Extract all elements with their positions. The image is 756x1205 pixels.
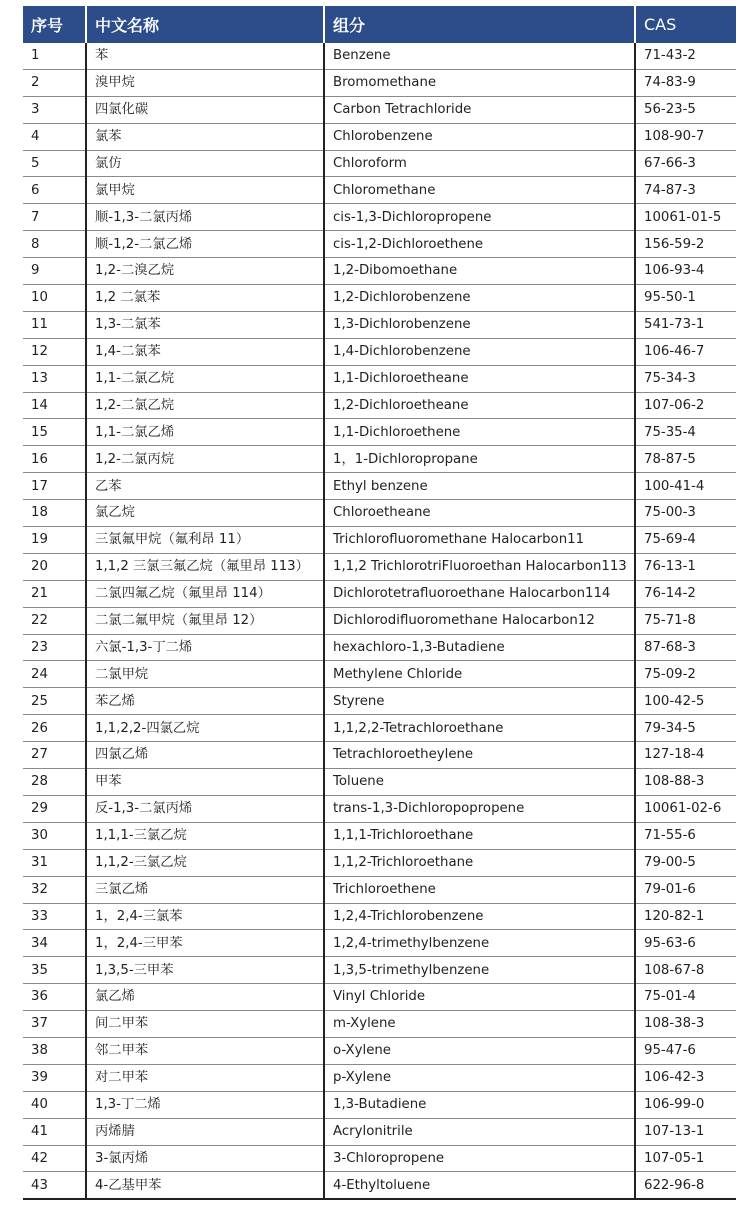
header-chinese-name: 中文名称: [86, 6, 324, 43]
table-row: [23, 984, 736, 1011]
cell-index: 28: [23, 769, 86, 796]
table-row: [23, 1145, 736, 1172]
cell-chinese-name: 1,1,1-三氯乙烷: [86, 822, 324, 849]
cell-index: 24: [23, 661, 86, 688]
cell-component: 1,1,2,2-Tetrachloroethane: [324, 715, 635, 742]
table-row: [23, 473, 736, 500]
cell-chinese-name: 氯仿: [86, 150, 324, 177]
table-row: [23, 123, 736, 150]
cell-chinese-name: 二氯甲烷: [86, 661, 324, 688]
cell-cas: 75-09-2: [635, 661, 736, 688]
cell-component: 1,2-Dichloroetheane: [324, 392, 635, 419]
cell-index: 4: [23, 123, 86, 150]
cell-chinese-name: 三氯乙烯: [86, 876, 324, 903]
cell-component: o-Xylene: [324, 1037, 635, 1064]
cell-cas: 100-42-5: [635, 688, 736, 715]
cell-chinese-name: 甲苯: [86, 769, 324, 796]
table-row: [23, 527, 736, 554]
cell-component: trans-1,3-Dichloropopropene: [324, 795, 635, 822]
table-row: [23, 1118, 736, 1145]
cell-index: 32: [23, 876, 86, 903]
cell-component: 1，1-Dichloropropane: [324, 446, 635, 473]
cell-chinese-name: 4-乙基甲苯: [86, 1172, 324, 1199]
cell-component: Chloroetheane: [324, 500, 635, 527]
cell-chinese-name: 顺-1,2-二氯乙烯: [86, 231, 324, 258]
cell-component: Carbon Tetrachloride: [324, 96, 635, 123]
cell-chinese-name: 1，2,4-三甲苯: [86, 930, 324, 957]
cell-index: 13: [23, 365, 86, 392]
cell-chinese-name: 邻二甲苯: [86, 1037, 324, 1064]
table-row: [23, 795, 736, 822]
cell-index: 31: [23, 849, 86, 876]
cell-index: 9: [23, 258, 86, 285]
cell-cas: 106-46-7: [635, 338, 736, 365]
cell-chinese-name: 1,3-丁二烯: [86, 1091, 324, 1118]
cell-chinese-name: 四氯化碳: [86, 96, 324, 123]
cell-component: 1,3-Butadiene: [324, 1091, 635, 1118]
cell-cas: 79-00-5: [635, 849, 736, 876]
cell-chinese-name: 1,2-二氯乙烷: [86, 392, 324, 419]
table-row: [23, 392, 736, 419]
cell-component: Chloromethane: [324, 177, 635, 204]
cell-chinese-name: 反-1,3-二氯丙烯: [86, 795, 324, 822]
cell-component: 3-Chloropropene: [324, 1145, 635, 1172]
cell-component: 1,1-Dichloroethene: [324, 419, 635, 446]
cell-component: hexachloro-1,3-Butadiene: [324, 634, 635, 661]
cell-index: 40: [23, 1091, 86, 1118]
cell-chinese-name: 1,1,2-三氯乙烷: [86, 849, 324, 876]
table-row: [23, 742, 736, 769]
cell-index: 43: [23, 1172, 86, 1199]
cell-component: Ethyl benzene: [324, 473, 635, 500]
cell-index: 6: [23, 177, 86, 204]
cell-chinese-name: 四氯乙烯: [86, 742, 324, 769]
cell-index: 22: [23, 607, 86, 634]
cell-cas: 108-88-3: [635, 769, 736, 796]
cell-chinese-name: 1，2,4-三氯苯: [86, 903, 324, 930]
cell-chinese-name: 顺-1,3-二氯丙烯: [86, 204, 324, 231]
cell-index: 25: [23, 688, 86, 715]
header-row: [23, 6, 736, 43]
cell-cas: 95-47-6: [635, 1037, 736, 1064]
cell-index: 12: [23, 338, 86, 365]
table-row: [23, 1037, 736, 1064]
table-row: [23, 150, 736, 177]
cell-cas: 75-00-3: [635, 500, 736, 527]
cell-component: Trichlorofluoromethane Halocarbon11: [324, 527, 635, 554]
cell-index: 33: [23, 903, 86, 930]
cell-index: 7: [23, 204, 86, 231]
header-component: 组分: [324, 6, 635, 43]
header-index: 序号: [23, 6, 86, 43]
cell-index: 20: [23, 553, 86, 580]
cell-index: 34: [23, 930, 86, 957]
table-row: [23, 43, 736, 69]
cell-cas: 71-55-6: [635, 822, 736, 849]
cell-index: 3: [23, 96, 86, 123]
cell-chinese-name: 1,4-二氯苯: [86, 338, 324, 365]
table-header: [23, 6, 736, 43]
cell-chinese-name: 1,1-二氯乙烯: [86, 419, 324, 446]
cell-cas: 108-90-7: [635, 123, 736, 150]
cell-cas: 127-18-4: [635, 742, 736, 769]
cell-component: 1,1,2-Trichloroethane: [324, 849, 635, 876]
cell-index: 36: [23, 984, 86, 1011]
cell-chinese-name: 氯乙烯: [86, 984, 324, 1011]
cell-component: 1,2,4-trimethylbenzene: [324, 930, 635, 957]
cell-cas: 106-42-3: [635, 1064, 736, 1091]
cell-cas: 78-87-5: [635, 446, 736, 473]
table-row: [23, 258, 736, 285]
cell-chinese-name: 氯乙烷: [86, 500, 324, 527]
cell-component: 4-Ethyltoluene: [324, 1172, 635, 1199]
cell-cas: 87-68-3: [635, 634, 736, 661]
header-cas: CAS: [635, 6, 736, 43]
table-body: [23, 43, 736, 1199]
cell-component: m-Xylene: [324, 1011, 635, 1038]
table-row: [23, 849, 736, 876]
cell-cas: 67-66-3: [635, 150, 736, 177]
cell-index: 19: [23, 527, 86, 554]
cell-chinese-name: 丙烯腈: [86, 1118, 324, 1145]
cell-component: Chlorobenzene: [324, 123, 635, 150]
cell-component: 1,1,2 TrichlorotriFluoroethan Halocarbon113: [324, 553, 635, 580]
cell-cas: 120-82-1: [635, 903, 736, 930]
cell-chinese-name: 3-氯丙烯: [86, 1145, 324, 1172]
cell-index: 16: [23, 446, 86, 473]
cell-chinese-name: 1,2-二氯丙烷: [86, 446, 324, 473]
cell-component: 1,3-Dichlorobenzene: [324, 311, 635, 338]
cell-index: 5: [23, 150, 86, 177]
table-row: [23, 607, 736, 634]
cell-cas: 106-99-0: [635, 1091, 736, 1118]
cell-index: 37: [23, 1011, 86, 1038]
table-row: [23, 553, 736, 580]
cell-cas: 10061-01-5: [635, 204, 736, 231]
cell-cas: 76-14-2: [635, 580, 736, 607]
table-row: [23, 822, 736, 849]
cell-chinese-name: 对二甲苯: [86, 1064, 324, 1091]
cell-chinese-name: 苯乙烯: [86, 688, 324, 715]
cell-index: 42: [23, 1145, 86, 1172]
table-row: [23, 903, 736, 930]
cell-chinese-name: 二氯二氟甲烷（氟里昂 12）: [86, 607, 324, 634]
cell-cas: 76-13-1: [635, 553, 736, 580]
cell-chinese-name: 1,1,2 三氯三氟乙烷（氟里昂 113）: [86, 553, 324, 580]
cell-chinese-name: 1,2 二氯苯: [86, 285, 324, 312]
cell-cas: 107-13-1: [635, 1118, 736, 1145]
table-row: [23, 634, 736, 661]
table-row: [23, 500, 736, 527]
cell-component: Toluene: [324, 769, 635, 796]
cell-index: 2: [23, 69, 86, 96]
cell-component: Chloroform: [324, 150, 635, 177]
cell-index: 15: [23, 419, 86, 446]
cell-cas: 106-93-4: [635, 258, 736, 285]
cell-cas: 79-34-5: [635, 715, 736, 742]
table-row: [23, 715, 736, 742]
cell-component: 1,2-Dibomoethane: [324, 258, 635, 285]
cell-chinese-name: 间二甲苯: [86, 1011, 324, 1038]
cell-component: 1,3,5-trimethylbenzene: [324, 957, 635, 984]
cell-cas: 56-23-5: [635, 96, 736, 123]
cell-cas: 75-34-3: [635, 365, 736, 392]
cell-cas: 100-41-4: [635, 473, 736, 500]
table-row: [23, 688, 736, 715]
cell-cas: 108-38-3: [635, 1011, 736, 1038]
cell-chinese-name: 氯苯: [86, 123, 324, 150]
cell-index: 17: [23, 473, 86, 500]
table-row: [23, 1011, 736, 1038]
table-row: [23, 446, 736, 473]
cell-component: 1,4-Dichlorobenzene: [324, 338, 635, 365]
table-row: [23, 338, 736, 365]
table-row: [23, 96, 736, 123]
cell-index: 38: [23, 1037, 86, 1064]
cell-component: 1,1-Dichloroetheane: [324, 365, 635, 392]
cell-component: Acrylonitrile: [324, 1118, 635, 1145]
cell-cas: 107-06-2: [635, 392, 736, 419]
cell-chinese-name: 三氯氟甲烷（氟利昂 11）: [86, 527, 324, 554]
cell-chinese-name: 1,3,5-三甲苯: [86, 957, 324, 984]
cell-chinese-name: 乙苯: [86, 473, 324, 500]
table-row: [23, 769, 736, 796]
cell-index: 10: [23, 285, 86, 312]
table-row: [23, 177, 736, 204]
cell-cas: 74-87-3: [635, 177, 736, 204]
cell-cas: 95-50-1: [635, 285, 736, 312]
table-row: [23, 204, 736, 231]
cell-cas: 156-59-2: [635, 231, 736, 258]
cell-cas: 622-96-8: [635, 1172, 736, 1199]
table-row: [23, 580, 736, 607]
cell-chinese-name: 溴甲烷: [86, 69, 324, 96]
cell-component: Trichloroethene: [324, 876, 635, 903]
cell-cas: 74-83-9: [635, 69, 736, 96]
cell-index: 1: [23, 43, 86, 69]
cell-chinese-name: 1,2-二溴乙烷: [86, 258, 324, 285]
cell-component: Tetrachloroetheylene: [324, 742, 635, 769]
table-row: [23, 957, 736, 984]
cell-chinese-name: 氯甲烷: [86, 177, 324, 204]
cell-index: 35: [23, 957, 86, 984]
cell-component: 1,2-Dichlorobenzene: [324, 285, 635, 312]
cell-cas: 75-71-8: [635, 607, 736, 634]
cell-component: Dichlorotetrafluoroethane Halocarbon114: [324, 580, 635, 607]
cell-index: 14: [23, 392, 86, 419]
cell-cas: 75-01-4: [635, 984, 736, 1011]
cell-component: Methylene Chloride: [324, 661, 635, 688]
cell-component: Dichlorodifluoromethane Halocarbon12: [324, 607, 635, 634]
table-row: [23, 285, 736, 312]
cell-component: Styrene: [324, 688, 635, 715]
table-row: [23, 419, 736, 446]
cell-index: 18: [23, 500, 86, 527]
table-row: [23, 1091, 736, 1118]
table-row: [23, 365, 736, 392]
cell-cas: 79-01-6: [635, 876, 736, 903]
cell-cas: 75-35-4: [635, 419, 736, 446]
cell-component: p-Xylene: [324, 1064, 635, 1091]
cell-index: 11: [23, 311, 86, 338]
cell-index: 30: [23, 822, 86, 849]
cell-chinese-name: 1,1-二氯乙烷: [86, 365, 324, 392]
cell-cas: 10061-02-6: [635, 795, 736, 822]
cell-index: 39: [23, 1064, 86, 1091]
table-row: [23, 876, 736, 903]
cell-chinese-name: 二氯四氟乙烷（氟里昂 114）: [86, 580, 324, 607]
cell-index: 29: [23, 795, 86, 822]
table-row: [23, 661, 736, 688]
cell-component: 1,2,4-Trichlorobenzene: [324, 903, 635, 930]
cell-index: 21: [23, 580, 86, 607]
table-row: [23, 69, 736, 96]
cell-component: Vinyl Chloride: [324, 984, 635, 1011]
cell-cas: 75-69-4: [635, 527, 736, 554]
table-row: [23, 1064, 736, 1091]
table-row: [23, 231, 736, 258]
cell-component: 1,1,1-Trichloroethane: [324, 822, 635, 849]
cell-cas: 107-05-1: [635, 1145, 736, 1172]
compound-table-container: [23, 6, 736, 1200]
cell-cas: 108-67-8: [635, 957, 736, 984]
cell-component: cis-1,3-Dichloropropene: [324, 204, 635, 231]
cell-index: 26: [23, 715, 86, 742]
cell-chinese-name: 苯: [86, 43, 324, 69]
cell-cas: 95-63-6: [635, 930, 736, 957]
cell-index: 41: [23, 1118, 86, 1145]
cell-index: 27: [23, 742, 86, 769]
cell-chinese-name: 六氯-1,3-丁二烯: [86, 634, 324, 661]
cell-component: Benzene: [324, 43, 635, 69]
cell-component: Bromomethane: [324, 69, 635, 96]
cell-chinese-name: 1,1,2,2-四氯乙烷: [86, 715, 324, 742]
cell-index: 23: [23, 634, 86, 661]
table-row: [23, 930, 736, 957]
table-row: [23, 311, 736, 338]
cell-cas: 541-73-1: [635, 311, 736, 338]
cell-index: 8: [23, 231, 86, 258]
compound-table: [23, 6, 736, 1200]
cell-component: cis-1,2-Dichloroethene: [324, 231, 635, 258]
cell-cas: 71-43-2: [635, 43, 736, 69]
cell-chinese-name: 1,3-二氯苯: [86, 311, 324, 338]
table-row: [23, 1172, 736, 1199]
